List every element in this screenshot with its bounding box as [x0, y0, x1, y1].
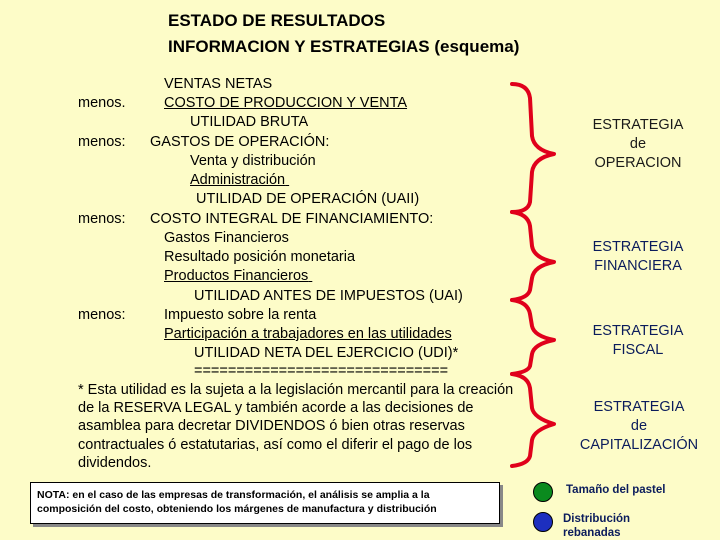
productos-financieros-label: Productos Financieros: [164, 268, 309, 284]
strategy-financiera: [572, 238, 704, 276]
brackets: [500, 78, 570, 473]
gastos-operacion: GASTOS DE OPERACIÓN:: [150, 134, 330, 150]
separator-line: ==============================: [194, 363, 449, 379]
strategy-fiscal-line2: FISCAL: [612, 342, 664, 358]
productos-financieros: [164, 268, 424, 284]
strategy-operacion-line3: OPERACION: [594, 155, 682, 171]
utilidad-bruta: UTILIDAD BRUTA: [190, 114, 309, 130]
legend-blue-label-1: Distribución: [563, 513, 631, 525]
strategy-operacion-line2: de: [629, 136, 647, 152]
administracion-underline: [285, 172, 381, 188]
legend-blue-label: [563, 512, 630, 540]
strategy-financiera-line2: FINANCIERA: [594, 258, 682, 274]
legend-blue-label-2: rebanadas: [563, 527, 621, 539]
ventas-netas: VENTAS NETAS: [164, 76, 273, 92]
administracion: [190, 172, 381, 188]
strategy-capitalizacion: [566, 398, 712, 455]
strategy-capitalizacion-line1: ESTRATEGIA: [593, 399, 685, 415]
footnote: * Esta utilidad es la sujeta a la legislación mercantil para la creación de la RESERVA LEGAL y también acorde a las decisiones de asamblea para decretar DIVIDENDOS ó bien otras reservas contractuales ó estatutarias, así como el diferir el pago de los dividendos.: [78, 382, 514, 471]
costo-produccion: COSTO DE PRODUCCION Y VENTA: [164, 95, 408, 111]
participacion-trabajadores: Participación a trabajadores en las utilidades: [164, 326, 452, 342]
strategy-capitalizacion-line3: CAPITALIZACIÓN: [579, 437, 699, 453]
impuesto-renta: Impuesto sobre la renta: [164, 307, 317, 323]
gastos-financieros: Gastos Financieros: [164, 230, 289, 246]
green-circle-icon: [533, 482, 553, 502]
strategy-fiscal-line1: ESTRATEGIA: [592, 323, 684, 339]
blue-circle-icon: [533, 512, 553, 532]
utilidad-neta: UTILIDAD NETA DEL EJERCICIO (UDI)*: [194, 345, 459, 361]
note-box: NOTA: en el caso de las empresas de transformación, el análisis se amplia a la composición del costo, obteniendo los márgenes de manufactura y distribución: [30, 482, 500, 524]
menos-label-3: menos:: [78, 211, 126, 227]
venta-distribucion: Venta y distribución: [190, 153, 316, 169]
page-title-line1: ESTADO DE RESULTADOS: [168, 11, 386, 30]
utilidad-antes-impuestos: UTILIDAD ANTES DE IMPUESTOS (UAI): [194, 288, 463, 304]
bracket-fiscal: [512, 300, 554, 374]
productos-financieros-underline: [308, 268, 424, 284]
costo-integral-financiamiento: COSTO INTEGRAL DE FINANCIAMIENTO:: [150, 211, 434, 227]
bracket-capitalizacion: [512, 374, 554, 466]
utilidad-operacion: UTILIDAD DE OPERACIÓN (UAII): [196, 191, 420, 207]
bracket-financiera: [512, 212, 554, 300]
strategy-capitalizacion-line2: de: [630, 418, 648, 434]
strategy-operacion: [572, 116, 704, 173]
menos-label-1: menos.: [78, 95, 126, 111]
strategy-fiscal: [572, 322, 704, 360]
legend-green-label: Tamaño del pastel: [566, 484, 666, 496]
menos-label-4: menos:: [78, 307, 126, 323]
strategy-financiera-line1: ESTRATEGIA: [592, 239, 684, 255]
administracion-label: Administración: [190, 172, 286, 188]
strategy-operacion-line1: ESTRATEGIA: [592, 117, 684, 133]
page-title-line2: INFORMACION Y ESTRATEGIAS (esquema): [168, 37, 520, 56]
menos-label-2: menos:: [78, 134, 126, 150]
bracket-operacion: [512, 84, 554, 212]
resultado-posicion-monetaria: Resultado posición monetaria: [164, 249, 356, 265]
